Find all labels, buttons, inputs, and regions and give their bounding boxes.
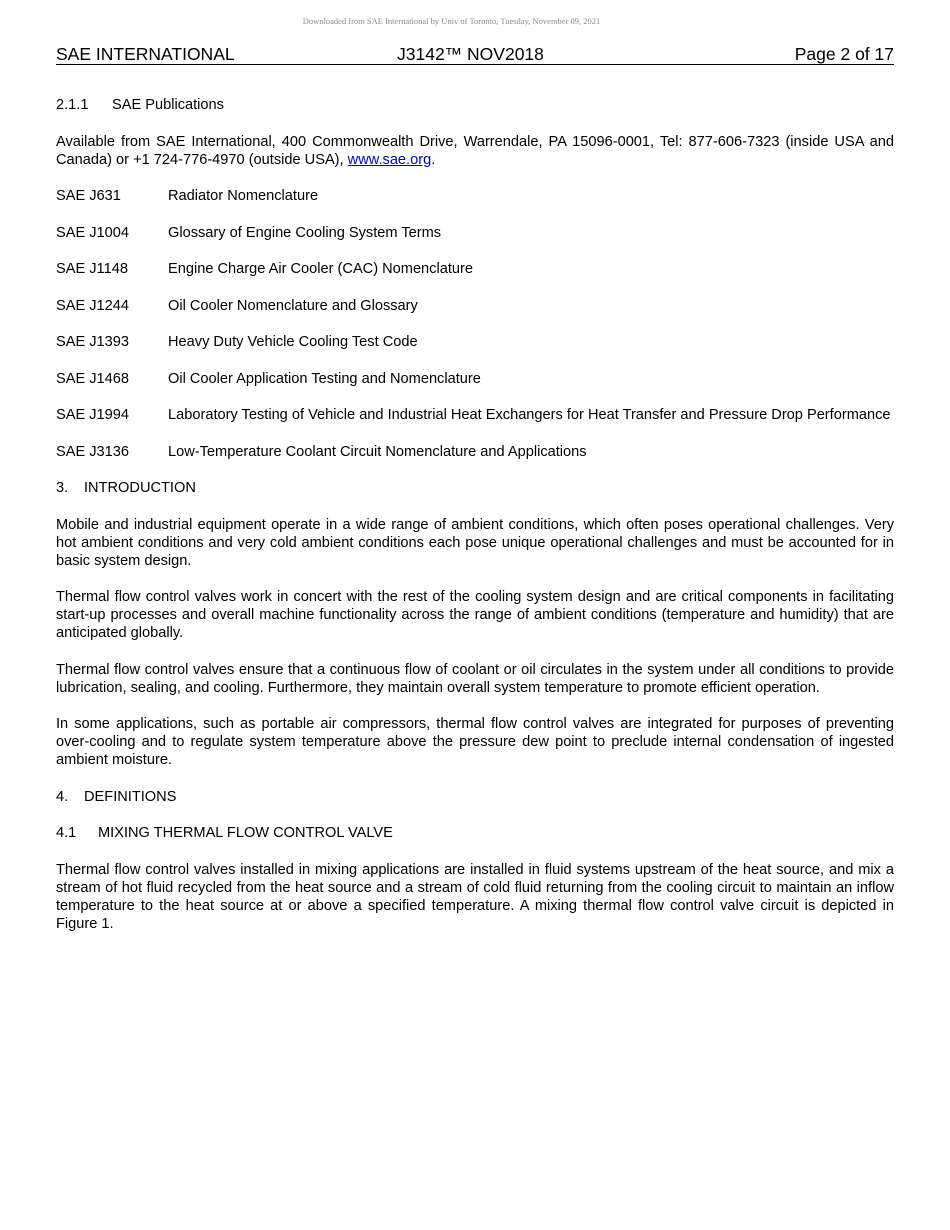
section-number: 2.1.1 [56,97,89,113]
reference-title: Low-Temperature Coolant Circuit Nomenclature and Applications [168,443,587,460]
reference-item [56,297,894,315]
reference-item [56,187,894,205]
reference-item [56,370,894,388]
reference-code: SAE J1468 [56,370,130,387]
reference-item [56,224,894,242]
section-4-1-heading [56,824,894,842]
reference-title: Oil Cooler Nomenclature and Glossary [168,297,418,314]
header-organization: SAE INTERNATIONAL [56,44,235,64]
reference-code: SAE J1393 [56,334,130,350]
download-watermark: Downloaded from SAE International by Univ of Toronto, Tuesday, November 09, 2021 [302,16,601,26]
reference-title: Engine Charge Air Cooler (CAC) Nomenclature [168,261,473,277]
introduction-paragraph: In some applications, such as portable air compressors, thermal flow control valves are integrated for purposes of preventing over-cooling and to regulate system temperature above the pressure dew point to preclude internal condensation of ingested ambient moisture. [56,716,894,768]
section-4-heading [56,788,894,806]
reference-item [56,260,894,278]
introduction-paragraph: Thermal flow control valves ensure that a continuous flow of coolant or oil circulates in the system under all conditions to provide lubrication, sealing, and cooling. Furthermore, they maintain overall system temperature to promote efficient operation. [56,661,894,696]
reference-code: SAE J631 [56,188,121,204]
section-number: 4. [56,788,69,805]
section-title: DEFINITIONS [84,788,177,805]
reference-title: Laboratory Testing of Vehicle and Industrial Heat Exchangers for Heat Transfer and Pressure Drop Performance [168,407,891,423]
section-title: MIXING THERMAL FLOW CONTROL VALVE [98,825,393,841]
reference-title: Heavy Duty Vehicle Cooling Test Code [168,334,418,350]
availability-suffix: . [431,151,436,168]
header-document-id: J3142™ NOV2018 [397,44,544,64]
availability-text: Available from SAE International, 400 Commonwealth Drive, Warrendale, PA 15096-0001, Tel: 877-606-7323 (inside USA and Canada) or +1 724-776-4970 (outside USA), [56,133,894,168]
section-2-1-1-heading [56,96,894,114]
reference-title: Glossary of Engine Cooling System Terms [168,224,442,241]
reference-code: SAE J1994 [56,407,130,423]
document-body [56,96,894,933]
section-number: 3. [56,480,69,496]
definition-paragraph: Thermal flow control valves installed in mixing applications are installed in fluid systems upstream of the heat source, and mix a stream of hot fluid recycled from the heat source and a stream of cold fluid returning from the cooling circuit to maintain an inflow temperature to the heat source at or above a specified temperature. A mixing thermal flow control valve circuit is depicted in Figure 1. [56,861,894,932]
sae-website-link[interactable]: www.sae.org [347,151,432,168]
section-3-heading [56,479,894,497]
reference-title: Radiator Nomenclature [168,188,319,204]
section-number: 4.1 [56,825,77,841]
reference-code: SAE J1148 [56,261,128,277]
section-title: INTRODUCTION [84,480,196,496]
introduction-paragraph: Thermal flow control valves work in concert with the rest of the cooling system design and are critical components in facilitating start-up processes and overall machine functionality across the range of ambient conditions (temperature and humidity) that are anticipated globally. [56,589,894,641]
header-page-number: Page 2 of 17 [794,44,894,64]
availability-paragraph [56,133,894,169]
page-header [56,44,894,65]
introduction-paragraph: Mobile and industrial equipment operate in a wide range of ambient conditions, which often poses operational challenges. Very hot ambient conditions and very cold ambient conditions each pose unique operational challenges and must be accounted for in basic system design. [56,516,894,569]
reference-item [56,443,894,461]
reference-code: SAE J1244 [56,297,130,314]
reference-code: SAE J3136 [56,443,130,460]
section-title: SAE Publications [112,97,224,113]
reference-item [56,333,894,351]
reference-item [56,406,894,424]
reference-code: SAE J1004 [56,224,130,241]
reference-title: Oil Cooler Application Testing and Nomenclature [168,370,481,387]
